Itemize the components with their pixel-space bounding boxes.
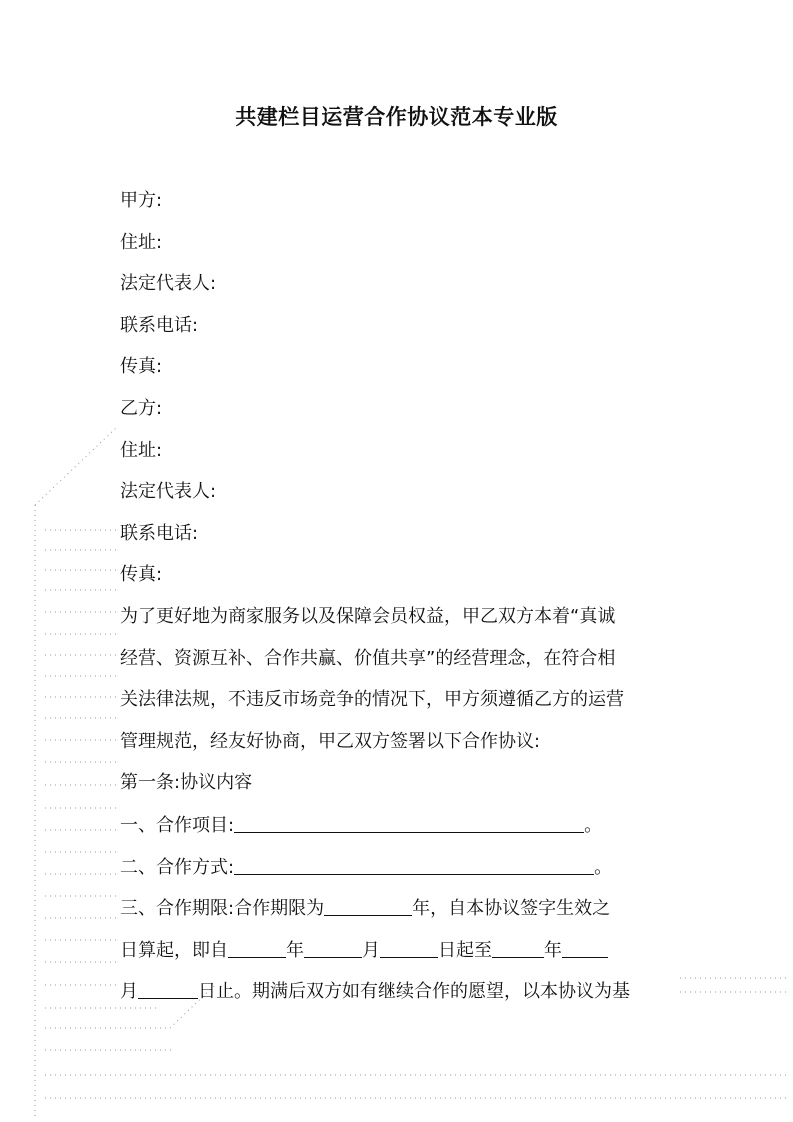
item-2-end: 。 (594, 856, 613, 878)
fill-in-blank (234, 810, 584, 833)
item-3-text: 年 (544, 939, 562, 961)
item-3-text: 年，自本协议签字生效之 (412, 898, 611, 920)
party-a-phone: 联系电话: (120, 314, 199, 336)
item-3-text: 日算起，即自 (120, 939, 228, 961)
item-3-line-3 (120, 976, 680, 1018)
item-1-end: 。 (584, 814, 603, 836)
article-1-heading: 第一条:协议内容 (120, 772, 253, 794)
fill-in-blank (138, 976, 198, 999)
item-3-text: 日止。期满后双方如有继续合作的愿望，以本协议为基 (198, 981, 630, 1003)
party-b-phone: 联系电话: (120, 522, 199, 544)
item-3-line-2 (120, 935, 680, 977)
fill-in-blank (562, 935, 608, 958)
fill-in-blank (324, 893, 412, 916)
item-3-line-1 (120, 893, 680, 935)
intro-line: 管理规范，经友好协商，甲乙双方签署以下合作协议: (120, 730, 541, 752)
party-b-representative: 法定代表人: (120, 481, 217, 503)
fill-in-blank (234, 852, 594, 875)
item-3-text: 日起至 (438, 939, 492, 961)
party-b-address: 住址: (120, 439, 163, 461)
fill-in-blank (304, 935, 362, 958)
party-a-address: 住址: (120, 231, 163, 253)
party-b-fax: 传真: (120, 564, 163, 586)
party-a-representative: 法定代表人: (120, 273, 217, 295)
document-body (120, 186, 680, 1018)
item-3-text: 月 (120, 981, 138, 1003)
intro-line: 为了更好地为商家服务以及保障会员权益，甲乙双方本着“真诚 (120, 605, 616, 627)
item-2-label: 二、合作方式: (120, 856, 235, 878)
intro-line: 经营、资源互补、合作共赢、价值共享”的经营理念，在符合相 (120, 647, 616, 669)
fill-in-blank (228, 935, 286, 958)
party-b-label: 乙方: (120, 397, 163, 419)
fill-in-blank (380, 935, 438, 958)
item-3-text: 年 (286, 939, 304, 961)
item-2-cooperation-method (120, 852, 680, 894)
intro-line: 关法律法规，不违反市场竞争的情况下，甲方须遵循乙方的运营 (120, 689, 624, 711)
fill-in-blank (492, 935, 544, 958)
item-3-text: 月 (362, 939, 380, 961)
party-a-label: 甲方: (120, 190, 163, 211)
item-3-text: 三、合作期限:合作期限为 (120, 898, 325, 920)
item-1-cooperation-project (120, 810, 680, 852)
item-1-label: 一、合作项目: (120, 814, 235, 836)
party-a-fax: 传真: (120, 356, 163, 378)
document-title: 共建栏目运营合作协议范本专业版 (235, 105, 558, 129)
